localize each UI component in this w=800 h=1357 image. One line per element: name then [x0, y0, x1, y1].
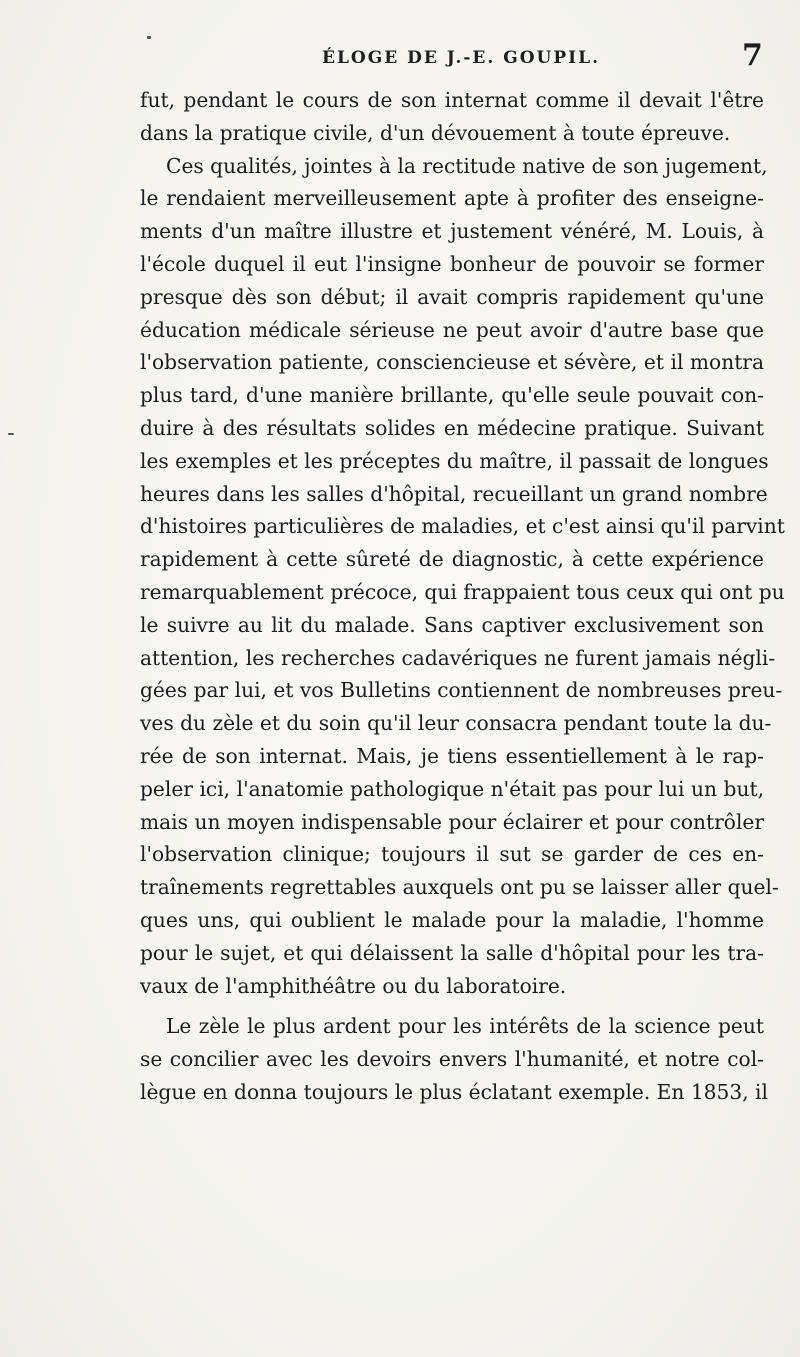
text-line: le suivre au lit du malade. Sans captiver exclusivement son — [140, 612, 764, 637]
running-title: ÉLOGE DE J.-E. GOUPIL. — [322, 48, 600, 68]
text-line: d'histoires particulières de maladies, et c'est ainsi qu'il parvint — [140, 514, 785, 539]
paragraph-spacer — [140, 1002, 764, 1010]
text-line: Ces qualités, jointes à la rectitude native de son jugement, — [166, 153, 768, 178]
text-line: vaux de l'amphithéâtre ou du laboratoire. — [140, 973, 567, 998]
text-line: presque dès son début; il avait compris rapidement qu'une — [140, 284, 764, 309]
body-text — [140, 84, 785, 1109]
text-line: traînements regrettables auxquels ont pu se laisser aller quel- — [140, 875, 779, 900]
text-line: peler ici, l'anatomie pathologique n'était pas pour lui un but, — [140, 776, 764, 801]
text-line: pour le sujet, et qui délaissent la salle d'hôpital pour les tra- — [140, 940, 764, 965]
text-line: éducation médicale sérieuse ne peut avoir d'autre base que — [140, 317, 764, 342]
paragraph-3 — [140, 1010, 768, 1108]
page-number: 7 — [742, 38, 763, 73]
text-line: ves du zèle et du soin qu'il leur consacra pendant toute la du- — [140, 711, 772, 736]
text-line: heures dans les salles d'hôpital, recueillant un grand nombre — [140, 481, 768, 506]
paragraph-1 — [140, 84, 764, 150]
text-line: les exemples et les préceptes du maître, il passait de longues — [140, 448, 769, 473]
text-line: mais un moyen indispensable pour éclairer et pour contrôler — [140, 809, 764, 834]
text-line: remarquablement précoce, qui frappaient tous ceux qui ont pu — [140, 579, 785, 604]
text-line: Le zèle le plus ardent pour les intérêts de la science peut — [166, 1014, 764, 1039]
paragraph-2 — [140, 150, 785, 1003]
text-line: attention, les recherches cadavériques ne furent jamais négli- — [140, 645, 776, 670]
text-line: dans la pratique civile, d'un dévouement à toute épreuve. — [140, 120, 731, 145]
text-line: le rendaient merveilleusement apte à profiter des enseigne- — [140, 186, 764, 211]
text-line: rapidement à cette sûreté de diagnostic, à cette expérience — [140, 547, 764, 572]
text-line: rée de son internat. Mais, je tiens essentiellement à le rap- — [140, 743, 764, 768]
text-line: duire à des résultats solides en médecine pratique. Suivant — [140, 415, 764, 440]
scan-speck — [8, 433, 14, 435]
text-line: l'observation clinique; toujours il sut se garder de ces en- — [140, 842, 764, 867]
text-line: fut, pendant le cours de son internat comme il devait l'être — [140, 88, 764, 112]
text-line: l'école duquel il eut l'insigne bonheur de pouvoir se former — [140, 251, 764, 276]
text-line: plus tard, d'une manière brillante, qu'elle seule pouvait con- — [140, 383, 764, 408]
text-line: se concilier avec les devoirs envers l'humanité, et notre col- — [140, 1047, 764, 1072]
text-line: ques uns, qui oublient le malade pour la maladie, l'homme — [140, 907, 764, 932]
text-line: gées par lui, et vos Bulletins contiennent de nombreuses preu- — [140, 678, 783, 703]
text-line: ments d'un maître illustre et justement vénéré, M. Louis, à — [140, 219, 764, 244]
text-line: lègue en donna toujours le plus éclatant exemple. En 1853, il — [140, 1079, 768, 1104]
page-header — [0, 38, 800, 78]
text-line: l'observation patiente, consciencieuse et sévère, et il montra — [140, 350, 764, 375]
